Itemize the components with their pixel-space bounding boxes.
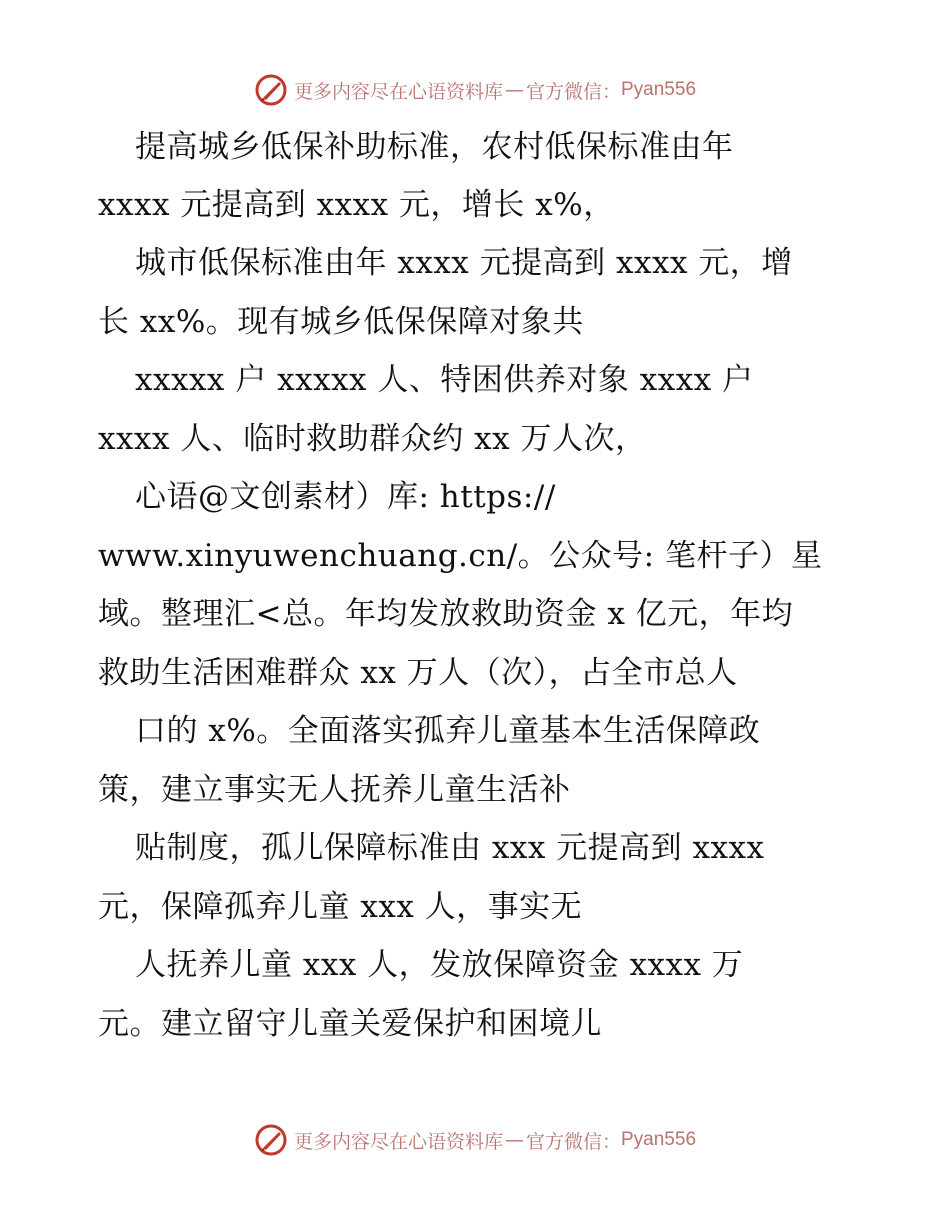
header-separator: — xyxy=(504,79,524,101)
footer-text: 更多内容尽在心语资料库 xyxy=(293,1130,503,1153)
body-line-6: xxxx 人、临时救助群众约 xx 万人次， xyxy=(98,421,647,457)
footer-banner xyxy=(0,1120,950,1160)
body-line-11: 口的 x%。全面落实孤弃儿童基本生活保障政 xyxy=(135,713,761,749)
body-line-3: 城市低保标准由年 xxxx 元提高到 xxxx 元，增 xyxy=(135,245,793,281)
body-line-2: xxxx 元提高到 xxxx 元，增长 x%， xyxy=(98,187,615,223)
body-line-5: xxxxx 户 xxxxx 人、特困供养对象 xxxx 户 xyxy=(135,362,754,398)
body-line-7: 心语@文创素材）库: https:// xyxy=(135,479,556,515)
body-line-4: 长 xx%。现有城乡低保保障对象共 xyxy=(98,304,584,340)
header-text: 更多内容尽在心语资料库 xyxy=(293,80,503,103)
body-line-9: 域。整理汇<总。年均发放救助资金 x 亿元，年均 xyxy=(98,596,794,632)
body-line-8: www.xinyuwenchuang.cn/。公众号: 笔杆子）星 xyxy=(98,538,823,574)
body-line-1: 提高城乡低保补助标准，农村低保标准由年 xyxy=(135,129,734,165)
body-line-14: 元，保障孤弃儿童 xxx 人，事实无 xyxy=(98,889,583,925)
footer-account: Pyan556 xyxy=(621,1129,697,1150)
body-line-16: 元。建立留守儿童关爱保护和困境儿 xyxy=(98,1006,602,1042)
body-line-12: 策，建立事实无人抚养儿童生活补 xyxy=(98,772,571,808)
quill-pen-logo-icon xyxy=(254,1123,288,1157)
header-wechat-label: 官方微信： xyxy=(525,80,621,103)
body-line-15: 人抚养儿童 xxx 人，发放保障资金 xxxx 万 xyxy=(135,947,744,983)
body-line-13: 贴制度，孤儿保障标准由 xxx 元提高到 xxxx xyxy=(135,830,765,866)
footer-wechat-label: 官方微信： xyxy=(525,1130,621,1153)
body-line-10: 救助生活困难群众 xx 万人（次），占全市总人 xyxy=(98,655,738,691)
header-account: Pyan556 xyxy=(621,79,697,100)
footer-separator: — xyxy=(504,1129,524,1151)
